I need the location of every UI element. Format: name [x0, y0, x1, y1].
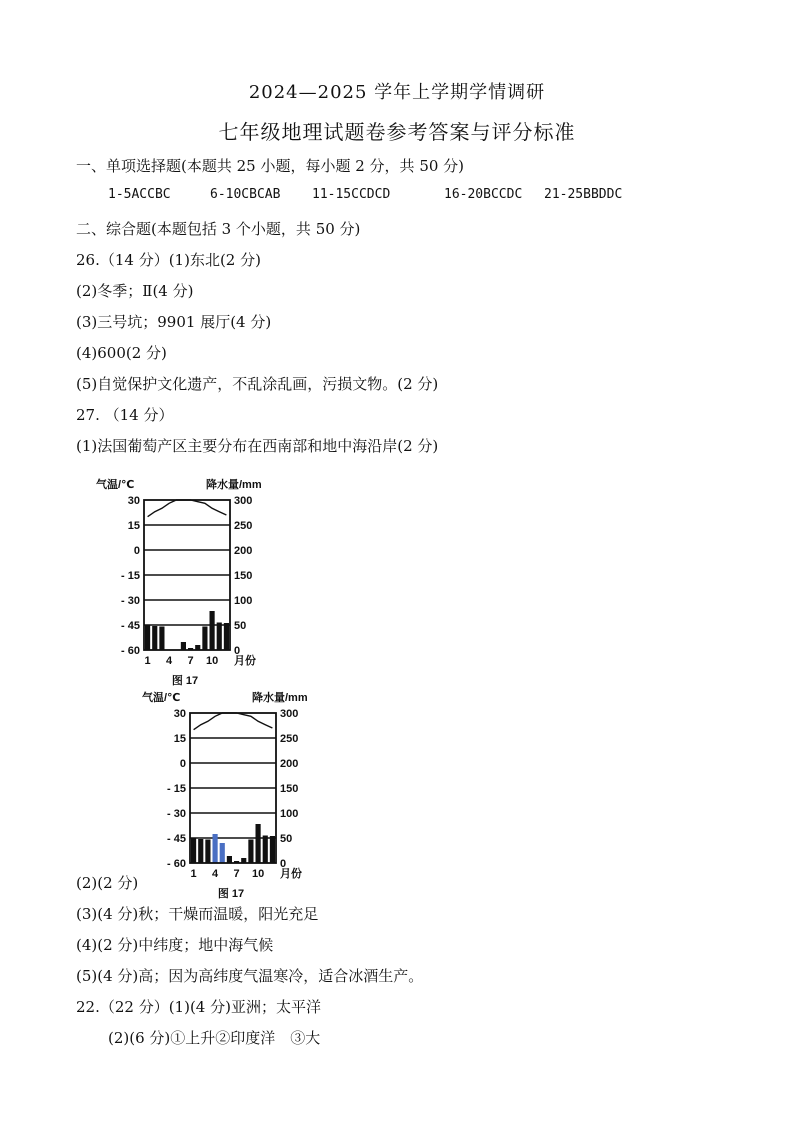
precipitation-tick-label: 50 — [280, 833, 293, 845]
mc-answer-21-25: 21-25BBDDC — [544, 187, 623, 202]
q26-line3: (3)三号坑；9901 展厅(4 分) — [76, 313, 272, 331]
temperature-tick-label: - 45 — [121, 620, 140, 632]
section2-heading: 二、综合题(本题包括 3 个小题，共 50 分) — [76, 220, 361, 238]
month-tick-label: 1 — [144, 655, 151, 667]
precipitation-bar — [213, 834, 218, 863]
q27-line4: (4)(2 分)中纬度；地中海气候 — [76, 936, 274, 954]
precipitation-bar — [202, 627, 207, 651]
precipitation-tick-label: 0 — [280, 858, 287, 870]
month-tick-label: 4 — [212, 868, 219, 880]
precipitation-axis-label: 降水量/mm — [206, 479, 262, 491]
temperature-line — [148, 500, 227, 517]
document-title: 2024—2025 学年上学期学情调研 — [248, 82, 546, 103]
temperature-tick-label: 30 — [173, 708, 186, 720]
precipitation-bar — [181, 642, 186, 650]
precipitation-tick-label: 0 — [234, 645, 241, 657]
temperature-axis-label: 气温/℃ — [96, 479, 135, 491]
mc-answer-6-10: 6-10CBCAB — [210, 187, 281, 202]
temperature-tick-label: - 60 — [121, 645, 140, 657]
month-axis-label: 月份 — [280, 868, 302, 880]
chart-caption: 图 17 — [171, 675, 199, 687]
mc-answer-16-20: 16-20BCCDC — [444, 187, 523, 202]
temperature-tick-label: 0 — [133, 545, 140, 557]
precipitation-tick-label: 150 — [280, 783, 299, 795]
document-subtitle: 七年级地理试题卷参考答案与评分标准 — [218, 120, 576, 144]
precipitation-tick-label: 150 — [234, 570, 253, 582]
month-tick-label: 10 — [205, 655, 219, 667]
month-tick-label: 7 — [187, 655, 194, 667]
section1-heading: 一、单项选择题(本题共 25 小题，每小题 2 分，共 50 分) — [76, 157, 465, 175]
temperature-tick-label: 0 — [179, 758, 186, 770]
precipitation-bar — [205, 840, 210, 864]
month-axis-label: 月份 — [234, 655, 256, 667]
q27-line5: (5)(4 分)高；因为高纬度气温寒冷，适合冰酒生产。 — [76, 967, 424, 985]
precipitation-bar — [145, 625, 150, 650]
month-tick-label: 4 — [166, 655, 173, 667]
precipitation-bar — [191, 838, 196, 863]
precipitation-bar — [217, 623, 222, 651]
precipitation-tick-label: 250 — [234, 520, 253, 532]
temperature-axis-label: 气温/℃ — [142, 692, 181, 704]
q27-line1: (1)法国葡萄产区主要分布在西南部和地中海沿岸(2 分) — [76, 437, 439, 455]
temperature-tick-label: - 45 — [167, 833, 186, 845]
month-tick-label: 1 — [190, 868, 197, 880]
q26-line1: 26.（14 分）(1)东北(2 分) — [76, 251, 261, 269]
temperature-tick-label: 30 — [127, 495, 140, 507]
precipitation-tick-label: 50 — [234, 620, 247, 632]
precipitation-bar — [224, 623, 229, 650]
temperature-tick-label: - 30 — [121, 595, 140, 607]
temperature-tick-label: 15 — [127, 520, 140, 532]
q27-line2: (2)(2 分) — [76, 874, 139, 892]
climate-chart-1 — [84, 470, 324, 690]
precipitation-bar — [198, 839, 203, 863]
precipitation-tick-label: 100 — [234, 595, 253, 607]
precipitation-bar — [220, 843, 225, 863]
temperature-tick-label: - 15 — [167, 783, 186, 795]
precipitation-bar — [248, 840, 253, 864]
temperature-tick-label: 15 — [173, 733, 186, 745]
q22-line1: 22.（22 分）(1)(4 分)亚洲；太平洋 — [76, 998, 321, 1016]
precipitation-bar — [227, 856, 232, 863]
mc-answer-1-5: 1-5ACCBC — [108, 187, 171, 202]
precipitation-tick-label: 200 — [280, 758, 299, 770]
q26-line2: (2)冬季；Ⅱ(4 分) — [76, 282, 194, 300]
precipitation-bar — [270, 836, 275, 863]
precipitation-bar — [152, 626, 157, 650]
q22-line2: (2)(6 分)①上升②印度洋 ③大 — [108, 1029, 321, 1047]
precipitation-bar — [159, 627, 164, 651]
precipitation-axis-label: 降水量/mm — [252, 692, 308, 704]
precipitation-tick-label: 100 — [280, 808, 299, 820]
temperature-tick-label: - 60 — [167, 858, 186, 870]
precipitation-tick-label: 300 — [280, 708, 299, 720]
q27-heading: 27. （14 分） — [76, 406, 174, 424]
precipitation-bar — [210, 611, 215, 650]
temperature-tick-label: - 30 — [167, 808, 186, 820]
chart-caption: 图 17 — [217, 888, 245, 900]
precipitation-tick-label: 250 — [280, 733, 299, 745]
temperature-line — [194, 713, 273, 730]
q26-line5: (5)自觉保护文化遗产，不乱涂乱画，污损文物。(2 分) — [76, 375, 439, 393]
month-tick-label: 10 — [251, 868, 265, 880]
precipitation-tick-label: 300 — [234, 495, 253, 507]
precipitation-bar — [263, 836, 268, 864]
precipitation-tick-label: 200 — [234, 545, 253, 557]
precipitation-bar — [256, 824, 261, 863]
q27-line3: (3)(4 分)秋；干燥而温暖，阳光充足 — [76, 905, 319, 923]
month-tick-label: 7 — [233, 868, 240, 880]
temperature-tick-label: - 15 — [121, 570, 140, 582]
climate-chart-2 — [130, 683, 370, 900]
q26-line4: (4)600(2 分) — [76, 344, 167, 362]
mc-answer-11-15: 11-15CCDCD — [312, 187, 391, 202]
